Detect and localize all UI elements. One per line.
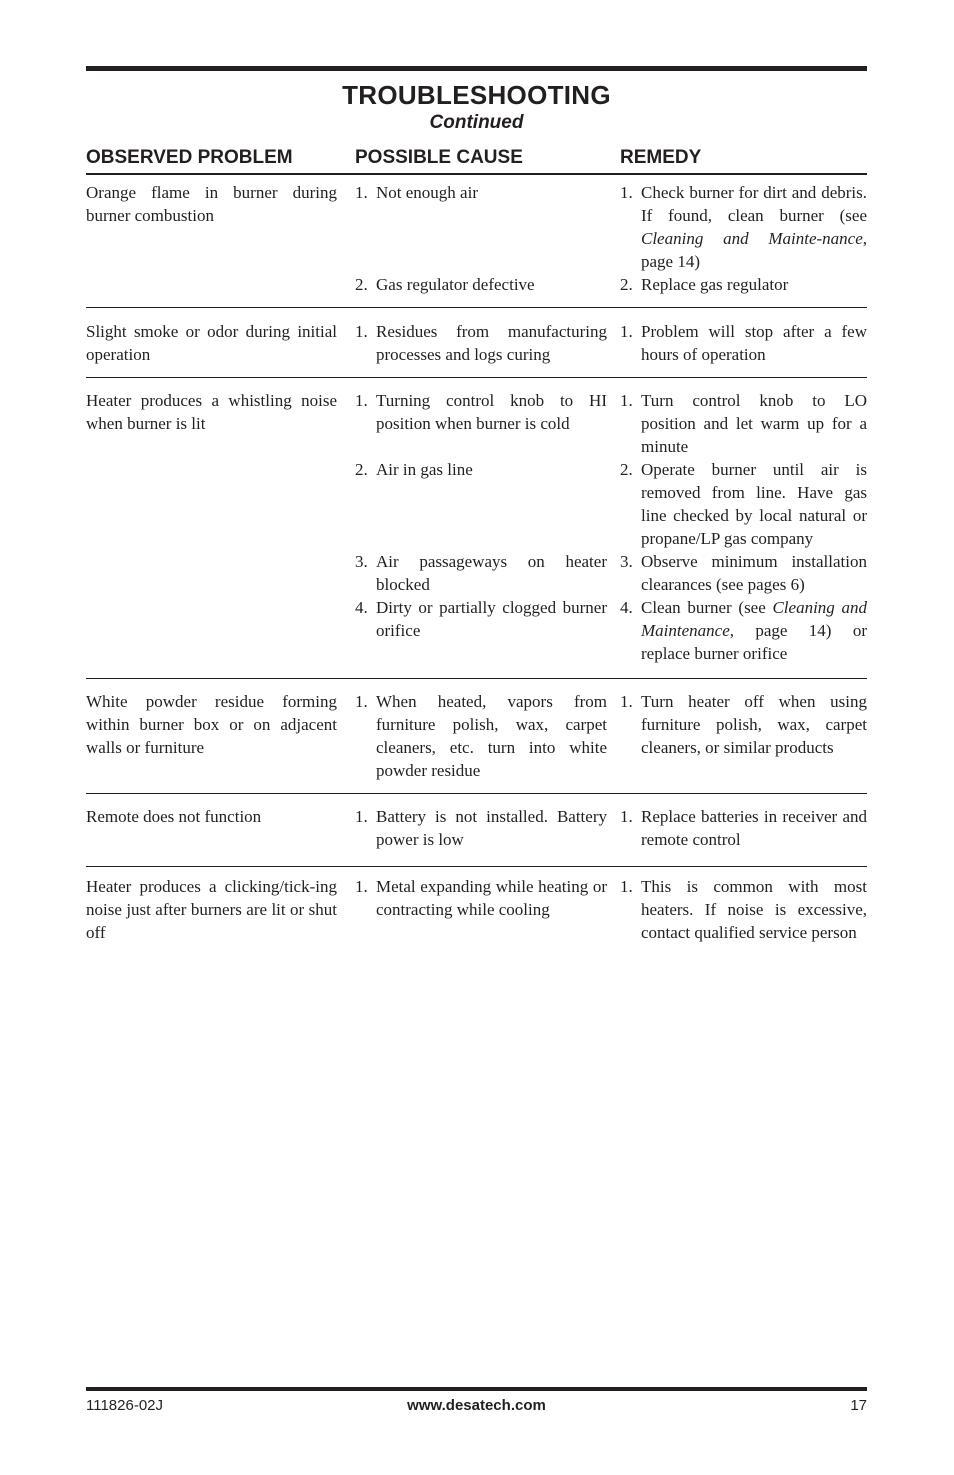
remedy-text: Replace gas regulator bbox=[641, 275, 789, 294]
observed-problem: Remote does not function bbox=[86, 807, 262, 826]
cause-number: 1. bbox=[355, 322, 368, 341]
cause-text: Residues from manufacturing processes and logs curing bbox=[376, 322, 607, 364]
cause-number: 1. bbox=[355, 807, 368, 826]
cause-text: When heated, vapors from furniture polish, wax, carpet cleaners, etc. turn into white powder residue bbox=[376, 692, 607, 780]
cause-number: 1. bbox=[355, 183, 368, 202]
row-divider bbox=[86, 793, 867, 794]
column-header-remedy: REMEDY bbox=[620, 147, 702, 168]
remedy-number: 1. bbox=[620, 391, 633, 410]
remedy-text: Check burner for dirt and debris. If found, clean burner (see Cleaning and Mainte-nance, page 14) bbox=[641, 183, 867, 271]
remedy-number: 4. bbox=[620, 598, 633, 617]
row-divider bbox=[86, 866, 867, 867]
observed-problem: White powder residue forming within burner box or on adjacent walls or furniture bbox=[86, 692, 337, 757]
cause-number: 1. bbox=[355, 877, 368, 896]
row-divider bbox=[86, 307, 867, 308]
top-rule bbox=[86, 66, 867, 71]
remedy-number: 1. bbox=[620, 877, 633, 896]
remedy-number: 2. bbox=[620, 460, 633, 479]
remedy-number: 1. bbox=[620, 692, 633, 711]
page-title: TROUBLESHOOTING bbox=[342, 80, 611, 110]
remedy-text: Operate burner until air is removed from line. Have gas line checked by local natural or propane/LP gas company bbox=[641, 460, 867, 548]
column-header-cause: POSSIBLE CAUSE bbox=[355, 147, 523, 168]
cause-number: 1. bbox=[355, 692, 368, 711]
cause-number: 4. bbox=[355, 598, 368, 617]
remedy-text: Problem will stop after a few hours of operation bbox=[641, 322, 867, 364]
observed-problem: Heater produces a whistling noise when burner is lit bbox=[86, 391, 337, 433]
remedy-text: Turn heater off when using furniture polish, wax, carpet cleaners, or similar products bbox=[641, 692, 867, 757]
remedy-text: Replace batteries in receiver and remote control bbox=[641, 807, 867, 849]
row-divider bbox=[86, 678, 867, 679]
observed-problem: Orange flame in burner during burner combustion bbox=[86, 183, 337, 225]
remedy-number: 1. bbox=[620, 183, 633, 202]
row-divider bbox=[86, 377, 867, 378]
remedy-text: Turn control knob to LO position and let warm up for a minute bbox=[641, 391, 867, 456]
remedy-text: Clean burner (see Cleaning and Maintenance, page 14) or replace burner orifice bbox=[641, 598, 867, 663]
observed-problem: Heater produces a clicking/tick-ing noise just after burners are lit or shut off bbox=[86, 877, 337, 942]
remedy-text: Observe minimum installation clearances (see pages 6) bbox=[641, 552, 867, 594]
cause-text: Gas regulator defective bbox=[376, 275, 535, 294]
cause-number: 2. bbox=[355, 460, 368, 479]
page-number: 17 bbox=[850, 1397, 867, 1414]
cause-text: Not enough air bbox=[376, 183, 478, 202]
cause-number: 3. bbox=[355, 552, 368, 571]
website-link[interactable]: www.desatech.com bbox=[407, 1397, 546, 1414]
remedy-number: 3. bbox=[620, 552, 633, 571]
cause-text: Dirty or partially clogged burner orifice bbox=[376, 598, 607, 640]
column-header-problem: OBSERVED PROBLEM bbox=[86, 147, 293, 168]
cause-text: Battery is not installed. Battery power is low bbox=[376, 807, 607, 849]
header-rule bbox=[86, 173, 867, 175]
remedy-text: This is common with most heaters. If noise is excessive, contact qualified service person bbox=[641, 877, 867, 942]
cause-text: Turning control knob to HI position when burner is cold bbox=[376, 391, 607, 433]
observed-problem: Slight smoke or odor during initial operation bbox=[86, 322, 337, 364]
remedy-number: 1. bbox=[620, 322, 633, 341]
cause-text: Air in gas line bbox=[376, 460, 473, 479]
remedy-number: 1. bbox=[620, 807, 633, 826]
page-subtitle: Continued bbox=[429, 112, 524, 133]
cause-number: 1. bbox=[355, 391, 368, 410]
remedy-number: 2. bbox=[620, 275, 633, 294]
cause-text: Air passageways on heater blocked bbox=[376, 552, 607, 594]
document-number: 111826-02J bbox=[86, 1397, 164, 1414]
cause-number: 2. bbox=[355, 275, 368, 294]
bottom-rule bbox=[86, 1387, 867, 1391]
cause-text: Metal expanding while heating or contracting while cooling bbox=[376, 877, 607, 919]
